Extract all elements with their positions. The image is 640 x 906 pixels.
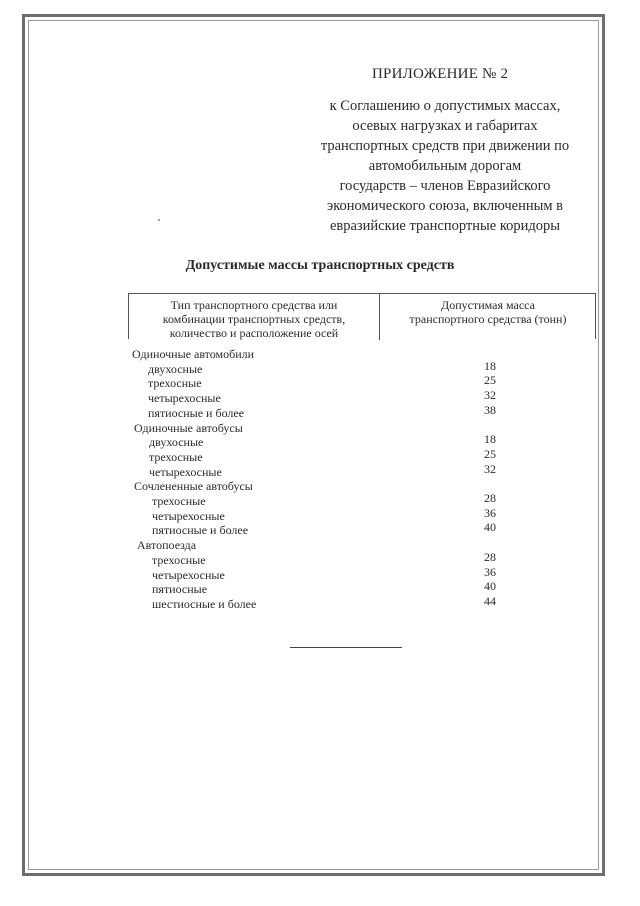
row-value: 44 (484, 593, 496, 608)
annex-subtitle-line: транспортных средств при движении по (320, 138, 570, 154)
row-label: двухосные (149, 435, 204, 450)
row-value: 40 (484, 579, 496, 594)
table-row (0, 446, 640, 465)
annex-subtitle (300, 96, 590, 236)
table-row (0, 432, 640, 450)
table-row (0, 491, 640, 509)
group-label: Автопоезда (137, 538, 197, 553)
row-value: 25 (484, 373, 496, 388)
header-line: Тип транспортного средства или (170, 298, 338, 312)
header-line: количество и расположение осей (169, 326, 339, 340)
row-label: четырехосные (148, 391, 221, 406)
table-row (0, 505, 640, 524)
annex-subtitle-line: осевых нагрузках и габаритах (352, 118, 538, 134)
annex-title: ПРИЛОЖЕНИЕ № 2 (372, 66, 509, 82)
row-value: 32 (484, 461, 496, 476)
row-label: четырехосные (152, 567, 225, 582)
header-allowed-mass (380, 298, 596, 326)
table-row (0, 402, 640, 421)
row-label: шестиосные и более (152, 596, 257, 611)
table-row (0, 388, 640, 406)
annex-subtitle-line: государств – членов Евразийского (339, 178, 551, 194)
annex-subtitle-line: экономического союза, включенным в (327, 198, 563, 214)
row-label: четырехосные (149, 464, 222, 479)
row-value: 25 (484, 446, 496, 461)
table-row (0, 520, 640, 538)
table-row (0, 564, 640, 583)
row-label: пятиосные и более (152, 523, 249, 538)
row-label: трехосные (152, 552, 206, 567)
table-row (0, 579, 640, 597)
row-value: 40 (484, 520, 496, 535)
row-label: пятиосные и более (148, 405, 245, 420)
table-row (0, 373, 640, 391)
header-line: транспортного средства (тонн) (409, 312, 567, 326)
group-row (0, 421, 640, 436)
annex-subtitle-line: евразийские транспортные коридоры (329, 218, 561, 234)
document-title: Допустимые массы транспортных средств (185, 258, 455, 273)
group-label: Одиночные автобусы (134, 420, 243, 435)
end-rule (290, 647, 402, 648)
table-row (0, 593, 640, 612)
row-label: трехосные (149, 449, 203, 464)
row-value: 36 (484, 564, 496, 579)
scan-speck (158, 219, 160, 221)
row-value: 18 (484, 358, 496, 373)
row-value: 32 (484, 388, 496, 403)
row-value: 28 (484, 491, 496, 505)
annex-subtitle-line: автомобильным дорогам (368, 158, 522, 174)
row-label: четырехосные (152, 508, 225, 523)
table-row (0, 461, 640, 480)
group-label: Сочлененные автобусы (134, 479, 253, 494)
group-row (0, 538, 640, 553)
table-row (0, 358, 640, 377)
row-value: 36 (484, 505, 496, 520)
group-row (0, 479, 640, 494)
table-row (0, 549, 640, 568)
group-label: Одиночные автомобили (132, 347, 255, 361)
group-row (0, 347, 640, 362)
header-line: Допустимая масса (441, 298, 535, 312)
header-line: комбинации транспортных средств, (162, 312, 346, 326)
row-label: трехосные (152, 494, 206, 508)
row-label: пятиосные (152, 582, 208, 597)
annex-subtitle-line: к Соглашению о допустимых массах, (329, 98, 561, 114)
row-label: трехосные (148, 376, 202, 391)
row-value: 18 (484, 432, 496, 447)
header-vehicle-type (129, 298, 379, 340)
row-value: 28 (484, 549, 496, 564)
row-value: 38 (484, 402, 496, 417)
row-label: двухосные (148, 361, 203, 376)
table-header (128, 293, 596, 339)
